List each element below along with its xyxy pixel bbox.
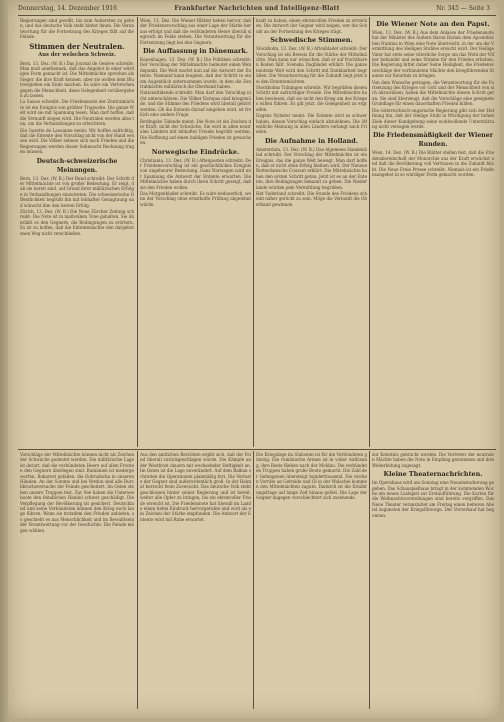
lower-column-3 xyxy=(256,452,367,708)
headline: Die Auffassung in Dänemark. xyxy=(142,47,249,56)
article-text: Vorschläge der Mittelmächte können nicht als Zeichen der Schwäche gedeutet werden. Die militärische Lage ist derart, daß die verbündeten Heere auf allen Fronten den Gegnern überlegen sind. Rumänien ist niedergeworfen, Bukarest gefallen, die Dobrudscha in unseren Händen. An der Somme und bei Verdun sind alle Durchbruchsversuche der Feinde gescheitert. Im Osten stehen unsere Truppen fest. Zur See haben die Unterseeboote den feindlichen Handel schwer geschädigt. Die Verpflegung der Bevölkerung ist gesichert. Deutschland und seine Verbündeten können den Krieg noch lange führen. Wenn sie trotzdem den Frieden anbieten, so geschieht es aus Menschlichkeit und im Bewußtsein der Verantwortung vor der Geschichte. Die Feinde mögen wählen. xyxy=(20,452,134,533)
headline: Schwedische Stimmen. xyxy=(270,36,353,45)
article-text: Aus den amtlichen Berichten ergibt sich, daß der Feind überall zurückgeschlagen wurde. Die Kämpfe an der Westfront dauern mit wechselnder Heftigkeit an. Im Osten ist die Lage unverändert. Auf dem Balkan schreiten die Operationen planmäßig fort. Die Verluste der Gegner sind außerordentlich groß. In der Heimat herrscht feste Zuversicht. Das deutsche Volk steht geschlossen hinter seiner Regierung und ist bereit, weiter alle Opfer zu bringen, bis ein ehrenvoller Friede erreicht ist. Die Friedensnote hat überall im Lande einen tiefen Eindruck hervorgerufen und wird als ein Zeichen der Stärke empfunden. Die Antwort der Entente wird mit Ruhe erwartet. xyxy=(140,452,251,522)
article-text: Het Vaderland schreibt: Die Stunde des Friedens scheint näher gerückt zu sein. Möge die Vernunft die Oberhand gewinnen. xyxy=(256,190,367,207)
lower-column-2 xyxy=(140,452,251,708)
article-text: zur Kenntnis gebracht werden. Die Vertreter der neutralen Mächte haben die Note in Empfang genommen und ihre Weiterleitung zugesagt. xyxy=(372,452,494,468)
article-text: Zürich, 13. Dez. (W. B.) Die Neue Zürcher Zeitung schreibt: Die Note ist in maßvollem Tone gehalten. Sie überläßt es den Gegnern, die Bedingungen zu erörtern. Es ist zu hoffen, daß die Ententemächte den dargebotenen Weg nicht verschließen. xyxy=(20,208,134,236)
column-rule xyxy=(137,451,138,709)
article-text: Amsterdam, 13. Dez. (W. B.) Das Algemeen Handelsblad schreibt: Der Vorschlag der Mittelmächte ist ein Ereignis, das die ganze Welt bewegt. Man darf hoffen, daß er nicht ohne Erfolg bleiben wird. Der Nieuwe Rotterdamsche Courant erklärt: Die Mittelmächte haben den ersten Schritt getan. Jetzt ist es an der Entente, ihre Bedingungen bekannt zu geben. Die Niederlande würden jede Vermittlung begrüßen. xyxy=(256,146,367,190)
article-text: Regierungen sind gewillt, bis zum Äußersten zu gehen, und das deutsche Volk steht hinter ihnen. Die Verantwortung für die Fortsetzung des Krieges fällt auf die Feinde. xyxy=(20,18,134,40)
column-2 xyxy=(140,18,251,448)
headline: Die Aufnahme in Holland. xyxy=(264,136,359,145)
article-text: Im Opernhaus wird am Sonntag eine Neueinstudierung gegeben. Das Schauspielhaus bringt in der kommenden Woche ein neues Lustspiel zur Erstaufführung. Die Karten für die Weihnachtsvorstellungen sind bereits vergriffen. Das Neue Theater veranstaltet am Freitag einen heiteren Abend zugunsten der Kriegsfürsorge. Der Vorverkauf hat begonnen. xyxy=(372,480,494,518)
headline: Die Friedensmäßigkeit der Wiener Runden. xyxy=(373,132,493,149)
article-text: Dagens Nyheter meint: Die Entente wird es schwer haben, diesen Vorschlag einfach abzulehnen. Die öffentliche Meinung in allen Ländern verlangt nach Frieden. xyxy=(256,113,367,135)
article-text: Bern, 13. Dez. (W. B.) Der Bund schreibt: Der Schritt der Mittelmächte ist von großer Bedeutung. Er zeigt, daß sie bereit sind, auf Grund ihrer militärischen Erfolge in Verhandlungen einzutreten. Die schweizerische Öffentlichkeit begrüßt ihn mit lebhafter Genugtuung und wünscht ihm den besten Erfolg. xyxy=(20,175,134,208)
article-text: Die Gazette de Lausanne meint: Wir hoffen aufrichtig, daß die Entente den Vorschlag nicht von der Hand weisen wird. Die Völker sehnen sich nach Frieden und die Regierungen werden dieser Sehnsucht Rechnung tragen müssen. xyxy=(20,127,134,155)
article-text: Stockholm, 13. Dez. (W. B.) Aftonbladet schreibt: Der Vorschlag ist ein Beweis für die Stärke der Mittelmächte. Man kann nur wünschen, daß er auf fruchtbaren Boden fällt. Svenska Dagbladet erklärt: Die ganze neutrale Welt wird den Schritt mit Dankbarkeit begrüßen. Die Verantwortung für die Zukunft liegt jetzt bei den Ententemächten. xyxy=(256,46,367,84)
column-rule xyxy=(369,451,370,709)
article-text: Berlingske Tidende meint: Die Note ist ein Zeichen der Kraft, nicht der Schwäche. Sie wird in allen neutralen Ländern mit lebhafter Freude begrüßt werden. Die Hoffnung auf einen baldigen Frieden ist gewachsen. xyxy=(140,118,251,146)
masthead-rule xyxy=(18,15,496,16)
article-text: La Suisse schreibt: Die Friedensnote der Zentralmächte ist ein Ereignis von größter Tragweite. Die ganze Welt wird sie mit Spannung lesen. Man darf hoffen, daß die Vernunft siegen wird. Die Neutralen werden alles tun, um die Verhandlungen zu erleichtern. xyxy=(20,99,134,127)
lower-column-4 xyxy=(372,452,494,708)
article-text: Nationaltidende schreibt: Man darf den Vorschlag nicht unterschätzen. Die Völker Europas sind kriegsmüde, und die Stimme des Friedens wird überall gehört werden. Ob die Entente darauf eingehen wird, ist freilich eine andere Frage. xyxy=(140,90,251,118)
masthead-page: Nr. 345 — Seite 3 xyxy=(436,5,490,12)
headline: Die Wiener Note an den Papst. xyxy=(376,20,490,28)
article-text: Die österreichisch-ungarische Regierung gibt sich der Hoffnung hin, daß der Heilige Stuhl in Würdigung der hohen Ziele dieser Kundgebung seine wohlwollende Unterstützung nicht versagen werde. xyxy=(372,107,494,129)
column-3 xyxy=(256,18,367,448)
column-1 xyxy=(20,18,134,448)
section-rule xyxy=(18,449,496,450)
column-rule xyxy=(137,17,138,447)
subheadline: Aus der welschen Schweiz. xyxy=(38,51,116,58)
column-rule xyxy=(253,451,254,709)
headline: Kleine Theaternachrichten. xyxy=(383,470,483,479)
article-text: Christiania, 13. Dez. (W. B.) Aftenposten schreibt: Der Friedensvorschlag ist ein geschichtliches Ereignis von ungeheurer Bedeutung. Ganz Norwegen wird mit Spannung die Antwort der Entente erwarten. Die Mittelmächte haben durch ihren Schritt gezeigt, daß sie den Frieden wollen. xyxy=(140,157,251,190)
masthead-date: Donnerstag, 14. Dezember 1916 xyxy=(18,5,117,12)
masthead xyxy=(18,4,496,14)
column-rule xyxy=(369,17,370,447)
article-text: Kopenhagen, 13. Dez. (W. B.) Die Politiken schreibt: Der Vorschlag der Mittelmächte bedeutet einen Wendepunkt. Die Welt wartet nun auf die Antwort der Entente. Niemand kann leugnen, daß der Schritt in einem Augenblick unternommen wurde, in dem die Zentralmächte militärisch die Oberhand haben. xyxy=(140,57,251,90)
headline: Norwegische Eindrücke. xyxy=(151,147,240,156)
article-text: Wien, 14. Dez. (W. B.) Die Blätter stellen fest, daß die Friedensbereitschaft der Monarchie aus der Kraft erwächst und daß die Bevölkerung voll Vertrauen in die Zukunft blickt. Die Neue Freie Presse schreibt: Niemals ist ein Friedensangebot in so würdiger Form gemacht worden. xyxy=(372,150,494,177)
masthead-title: Frankfurter Nachrichten und Intelligenz-Blatt xyxy=(174,5,340,12)
article-text: Bern, 13. Dez. (W. B.) Das Journal de Genève schreibt: Man muß anerkennen, daß das Angebot in einer würdigen Form gemacht ist. Die Mittelmächte sprechen als Sieger, die ihre Kraft kennen, aber sie wollen dem Blutvergießen ein Ende machen. Es wäre ein Verbrechen gegen die Menschheit, diese Gelegenheit vorübergehen zu lassen. xyxy=(20,60,134,99)
headline: Stimmen der Neutralen. xyxy=(29,41,125,51)
article-text: Stockholms Tidningen schreibt: Wir begrüßen diesen Schritt mit aufrichtiger Freude. Die Mittelmächte haben bewiesen, daß sie nicht den Krieg um des Krieges willen führen. Es gilt jetzt, die Gelegenheit zu ergreifen. xyxy=(256,85,367,112)
article-text: Von dem Wunsche getragen, die Verantwortung für die Fortsetzung des Krieges vor Gott und der Menschheit von sich abzuwälzen, haben die Mittelmächte diesen Schritt getan. Sie sind überzeugt, daß die Vorschläge eine geeignete Grundlage für einen dauerhaften Frieden bilden. xyxy=(372,79,494,107)
article-text: Wien, 13. Dez. (W. B.) Aus dem Anlasse der Friedensnote hat der Minister des Äußern Baron Burian dem Apostolischen Nuntius in Wien eine Note überreicht, in der um die Vermittlung des Heiligen Stuhles ersucht wird. Der Heilige Vater hat stets seine väterliche Sorge um das Wohl der Völker bekundet und seine Stimme für den Frieden erhoben. Die Regierung bittet daher Seine Heiligkeit, die Friedensvorschläge der verbündeten Mächte den kriegführenden Staaten zur Kenntnis zu bringen. xyxy=(372,30,494,79)
column-4 xyxy=(372,18,494,448)
column-rule xyxy=(253,17,254,447)
article-text: Wien, 13. Dez. Die Wiener Blätter heben hervor, daß der Friedensvorschlag aus einer Lage der Stärke heraus erfolgt und daß die verbündeten Heere überall siegreich im Felde stehen. Die Verantwortung für die Fortsetzung liegt bei den Gegnern. xyxy=(140,18,251,45)
article-text: Die Kriegslage im Südosten ist für die Verbündeten günstig. Die rumänische Armee ist in voller Auflösung, ihre Reste fliehen nach der Moldau. Die verbündeten Truppen haben große Beute gemacht. Die Zahl der Gefangenen übersteigt hunderttausend. Die reichen Vorräte an Getreide und Öl in der Walachei kommen den Mittelmächten zugute. Dadurch ist die Ernährungsfrage auf lange Zeit hinaus gelöst. Die Lage der Gegner dagegen verschlechtert sich zusehends. xyxy=(256,452,367,501)
lower-column-1 xyxy=(20,452,134,708)
article-text: kraft zu haben, einen ehrenvollen Frieden zu erreichen. Die Antwort der Gegner wird zeigen, wer die Schuld an der Fortsetzung des Krieges trägt. xyxy=(256,18,367,34)
headline: Deutsch-schweizerische Meinungen. xyxy=(36,157,118,174)
article-text: Das Morgenbladet schreibt: Es wäre bedauerlich, wenn der Vorschlag ohne ernsthafte Prüfung abgelehnt würde. xyxy=(140,190,251,207)
